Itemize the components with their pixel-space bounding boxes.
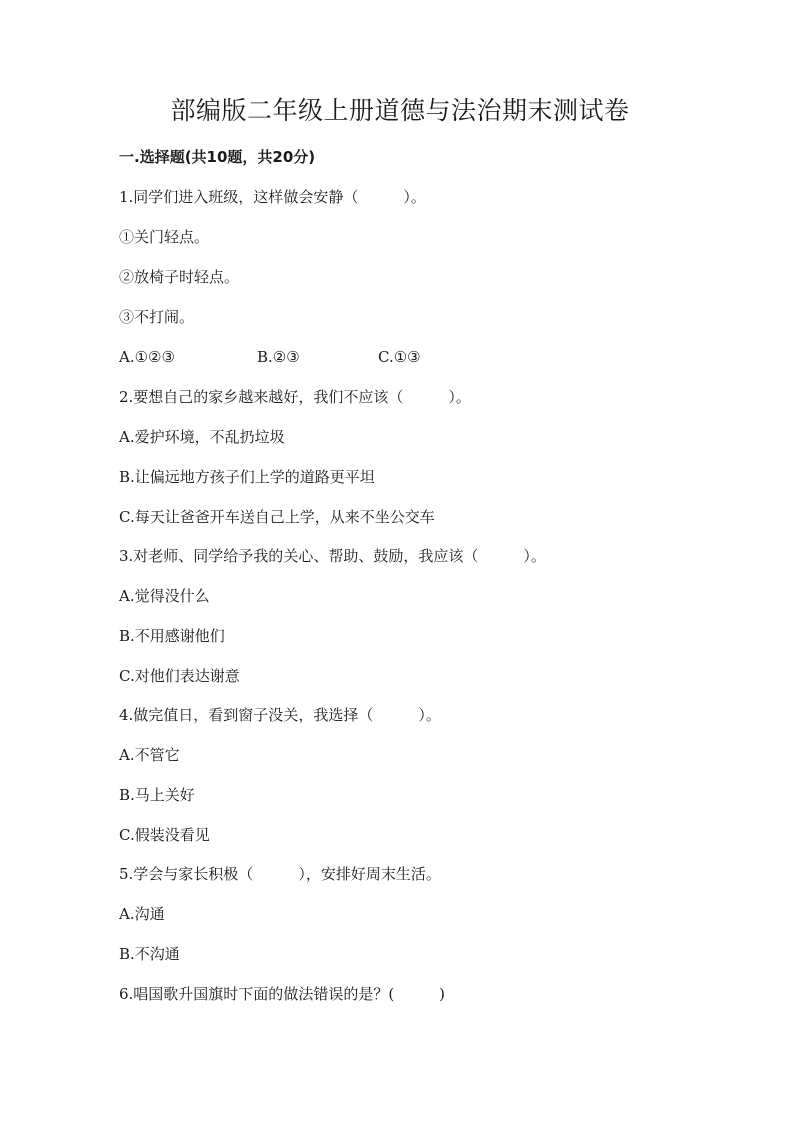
question-1-statement-2: ②放椅子时轻点。: [119, 268, 240, 286]
question-5-option-b: B.不沟通: [119, 945, 180, 963]
question-4-option-c: C.假装没看见: [119, 826, 210, 844]
question-1-statement-1: ①关门轻点。: [119, 228, 210, 246]
question-3-option-c: C.对他们表达谢意: [119, 667, 240, 685]
question-3-stem: 3.对老师、同学给予我的关心、帮助、鼓励，我应该（ ）。: [119, 547, 546, 565]
question-4-option-a: A.不管它: [119, 746, 180, 764]
question-5-stem: 5.学会与家长积极（ ），安排好周末生活。: [119, 865, 441, 883]
question-1-statement-3: ③不打闹。: [119, 308, 195, 326]
page-title: 部编版二年级上册道德与法治期末测试卷: [170, 96, 630, 125]
question-1-stem: 1.同学们进入班级，这样做会安静（ ）。: [119, 188, 426, 206]
question-1-option-a: A.①②③: [119, 348, 175, 366]
question-5-option-a: A.沟通: [119, 905, 165, 923]
question-2-option-a: A.爱护环境，不乱扔垃圾: [119, 428, 285, 446]
question-2-stem: 2.要想自己的家乡越来越好，我们不应该（ ）。: [119, 388, 471, 406]
question-4-stem: 4.做完值日，看到窗子没关，我选择（ ）。: [119, 706, 441, 724]
question-2-option-c: C.每天让爸爸开车送自己上学，从来不坐公交车: [119, 508, 435, 526]
question-4-option-b: B.马上关好: [119, 786, 195, 804]
question-2-option-b: B.让偏远地方孩子们上学的道路更平坦: [119, 468, 375, 486]
question-6-stem: 6.唱国歌升国旗时下面的做法错误的是？( ): [119, 985, 446, 1003]
question-1-option-b: B.②③: [257, 348, 300, 366]
section-heading: 一.选择题(共10题，共20分): [119, 148, 316, 166]
question-3-option-b: B.不用感谢他们: [119, 627, 225, 645]
question-3-option-a: A.觉得没什么: [119, 587, 210, 605]
question-1-option-c: C.①③: [378, 348, 421, 366]
